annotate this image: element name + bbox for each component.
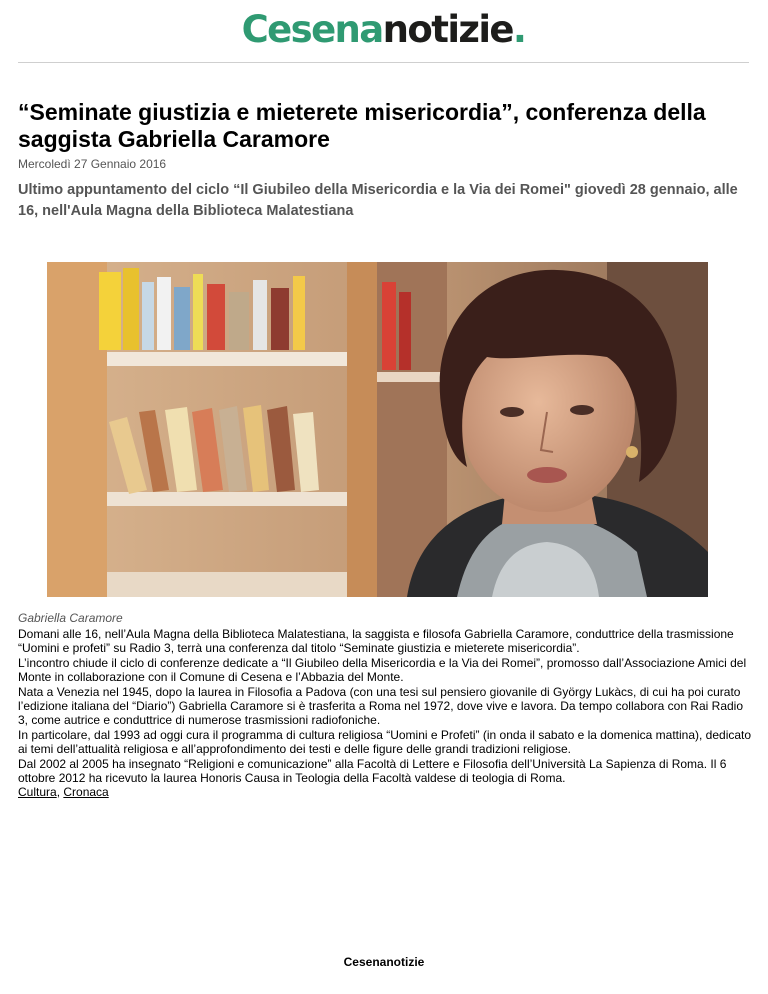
site-header: [18, 0, 749, 63]
article-body: [18, 627, 753, 800]
article-title: “Seminate giustizia e mieterete misericordia”, conferenza della saggista Gabriella Caramore: [18, 99, 706, 152]
article-date: Mercoledì 27 Gennaio 2016: [18, 157, 167, 171]
logo-part-cesena: Cesena: [241, 7, 383, 51]
article-paragraph: Nata a Venezia nel 1945, dopo la laurea in Filosofia a Padova (con una tesi sul pensiero giovanile di György Lukàcs, di cui ha poi curato l’edizione italiana del “Diario”) Gabriella Caramore si è trasferita a Roma nel 1972, dove vive e lavora. Da tempo collabora con Rai Radio 3, come autrice e conduttrice di numerose trasmissioni radiofoniche.: [18, 684, 744, 728]
article-photo: [47, 262, 708, 597]
tag-separator: ,: [56, 785, 64, 800]
image-caption: Gabriella Caramore: [18, 611, 123, 625]
article-paragraph: Dal 2002 al 2005 ha insegnato “Religioni e comunicazione” alla Facoltà di Lettere e Filosofia dell’Università La Sapienza di Roma. Il 6 ottobre 2012 ha ricevuto la laurea Honoris Causa in Teologia della Facoltà valdese di teologia di Roma.: [18, 756, 727, 786]
site-logo[interactable]: [242, 8, 526, 51]
article-paragraph: In particolare, dal 1993 ad oggi cura il programma di cultura religiosa “Uomini e Profeti” (in onda il sabato e la domenica mattina), dedicato ai temi dell’attualità religiosa e all’approfondimento dei testi e delle figure delle grandi tradizioni religiose.: [18, 727, 752, 757]
logo-part-notizie: notizie: [382, 7, 513, 51]
logo-part-dot: .: [512, 7, 526, 51]
article-paragraph: Domani alle 16, nell’Aula Magna della Biblioteca Malatestiana, la saggista e filosofa Gabriella Caramore, conduttrice della trasmissione “Uomini e profeti” su Radio 3, terrà una conferenza dal titolo “Seminate giustizia e mieterete misericordia”.: [18, 627, 734, 656]
page-footer: Cesenanotizie: [343, 955, 425, 969]
article-tags: [18, 785, 753, 799]
article-subtitle: Ultimo appuntamento del ciclo “Il Giubileo della Misericordia e la Via dei Romei" giovedì 28 gennaio, alle 16, nell'Aula Magna della Biblioteca Malatestiana: [18, 182, 738, 219]
tag-link-cronaca[interactable]: Cronaca: [63, 785, 109, 800]
tag-link-cultura[interactable]: Cultura: [18, 785, 57, 800]
article-paragraph: L’incontro chiude il ciclo di conferenze dedicate a “Il Giubileo della Misericordia e la Via dei Romei”, promosso dall’Associazione Amici del Monte in collaborazione con il Comune di Cesena e l’Abbazia del Monte.: [18, 655, 747, 685]
